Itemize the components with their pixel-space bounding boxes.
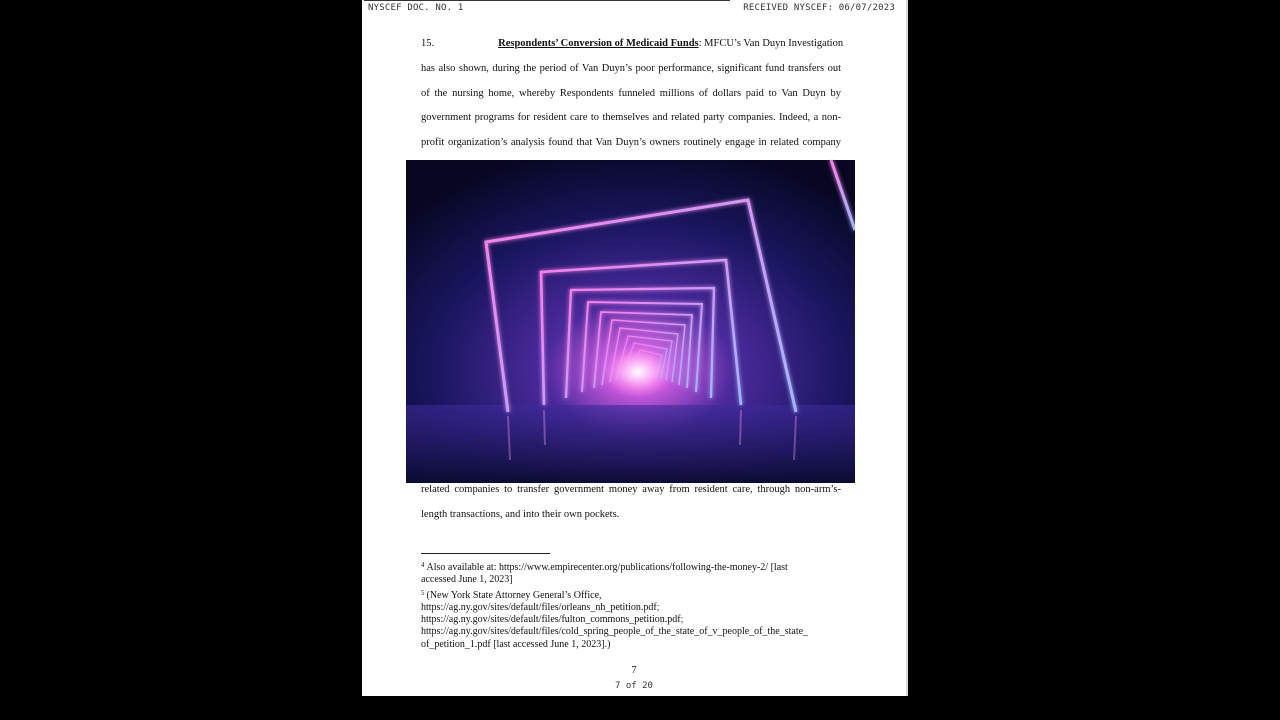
- body-line: has also shown, during the period of Van Duyn’s poor performance, significant fund transfers out: [421, 62, 841, 74]
- received-date: RECEIVED NYSCEF: 06/07/2023: [743, 3, 895, 13]
- link-cold-spring-petition[interactable]: https://ag.ny.gov/sites/default/files/cold_spring_people_of_the_state_of_v_people_of_the_state_: [421, 626, 809, 638]
- neon-tunnel-video-overlay[interactable]: [406, 160, 855, 483]
- link-orleans-petition[interactable]: https://ag.ny.gov/sites/default/files/orleans_nh_petition.pdf: [421, 601, 657, 613]
- body-line: length transactions, and into their own pockets.: [421, 508, 620, 520]
- link-separator: ;: [656, 601, 660, 613]
- neon-tunnel-graphic: [406, 160, 855, 483]
- nyscef-doc-number: NYSCEF DOC. NO. 1: [368, 3, 464, 13]
- body-line: profit organization’s analysis found that Van Duyn’s owners routinely engage in related company: [421, 137, 841, 149]
- footnotes: [421, 559, 841, 651]
- footnote-marker: 5: [421, 588, 425, 597]
- footnote-separator: [421, 553, 550, 554]
- page-number: 7: [631, 665, 637, 676]
- footnote-4-text[interactable]: Also available at: https://www.empirecenter.org/publications/following-the-money-2/ [last: [426, 562, 788, 573]
- body-line: government programs for resident care to themselves and related party companies. Indeed, a non-: [421, 112, 841, 124]
- paragraph-number: 15.: [421, 38, 435, 49]
- link-fulton-petition[interactable]: https://ag.ny.gov/sites/default/files/fulton_commons_petition.pdf: [421, 614, 681, 626]
- paragraph-15-bottom: [421, 478, 841, 528]
- link-separator: ;: [680, 614, 684, 626]
- footnote-5-line: [421, 587, 841, 602]
- footnote-4-continuation: accessed June 1, 2023]: [421, 574, 513, 586]
- footnote-5-text: (New York State Attorney General’s Office,: [426, 589, 602, 601]
- body-line: of the nursing home, whereby Respondents funneled millions of dollars paid to Van Duyn by: [421, 87, 841, 99]
- top-border-rule: [364, 0, 730, 1]
- footnote-marker: 4: [421, 561, 425, 569]
- page-count: 7 of 20: [615, 681, 653, 691]
- body-line: related companies to transfer government money away from resident care, through non-arm’s-: [421, 484, 841, 495]
- footnote-link[interactable]: [421, 614, 841, 626]
- footnote-link[interactable]: [421, 602, 841, 614]
- footnote-5-end: of_petition_1.pdf [last accessed June 1, 2023].): [421, 638, 611, 650]
- footnote-4-line: [421, 559, 841, 574]
- paragraph-first-line: [421, 32, 844, 57]
- paragraph-title-suffix: : MFCU’s Van Duyn Investigation: [698, 38, 844, 49]
- paragraph-15-top: [421, 32, 844, 156]
- paragraph-title: Respondents’ Conversion of Medicaid Funds: [498, 38, 699, 49]
- document-page: [362, 0, 906, 696]
